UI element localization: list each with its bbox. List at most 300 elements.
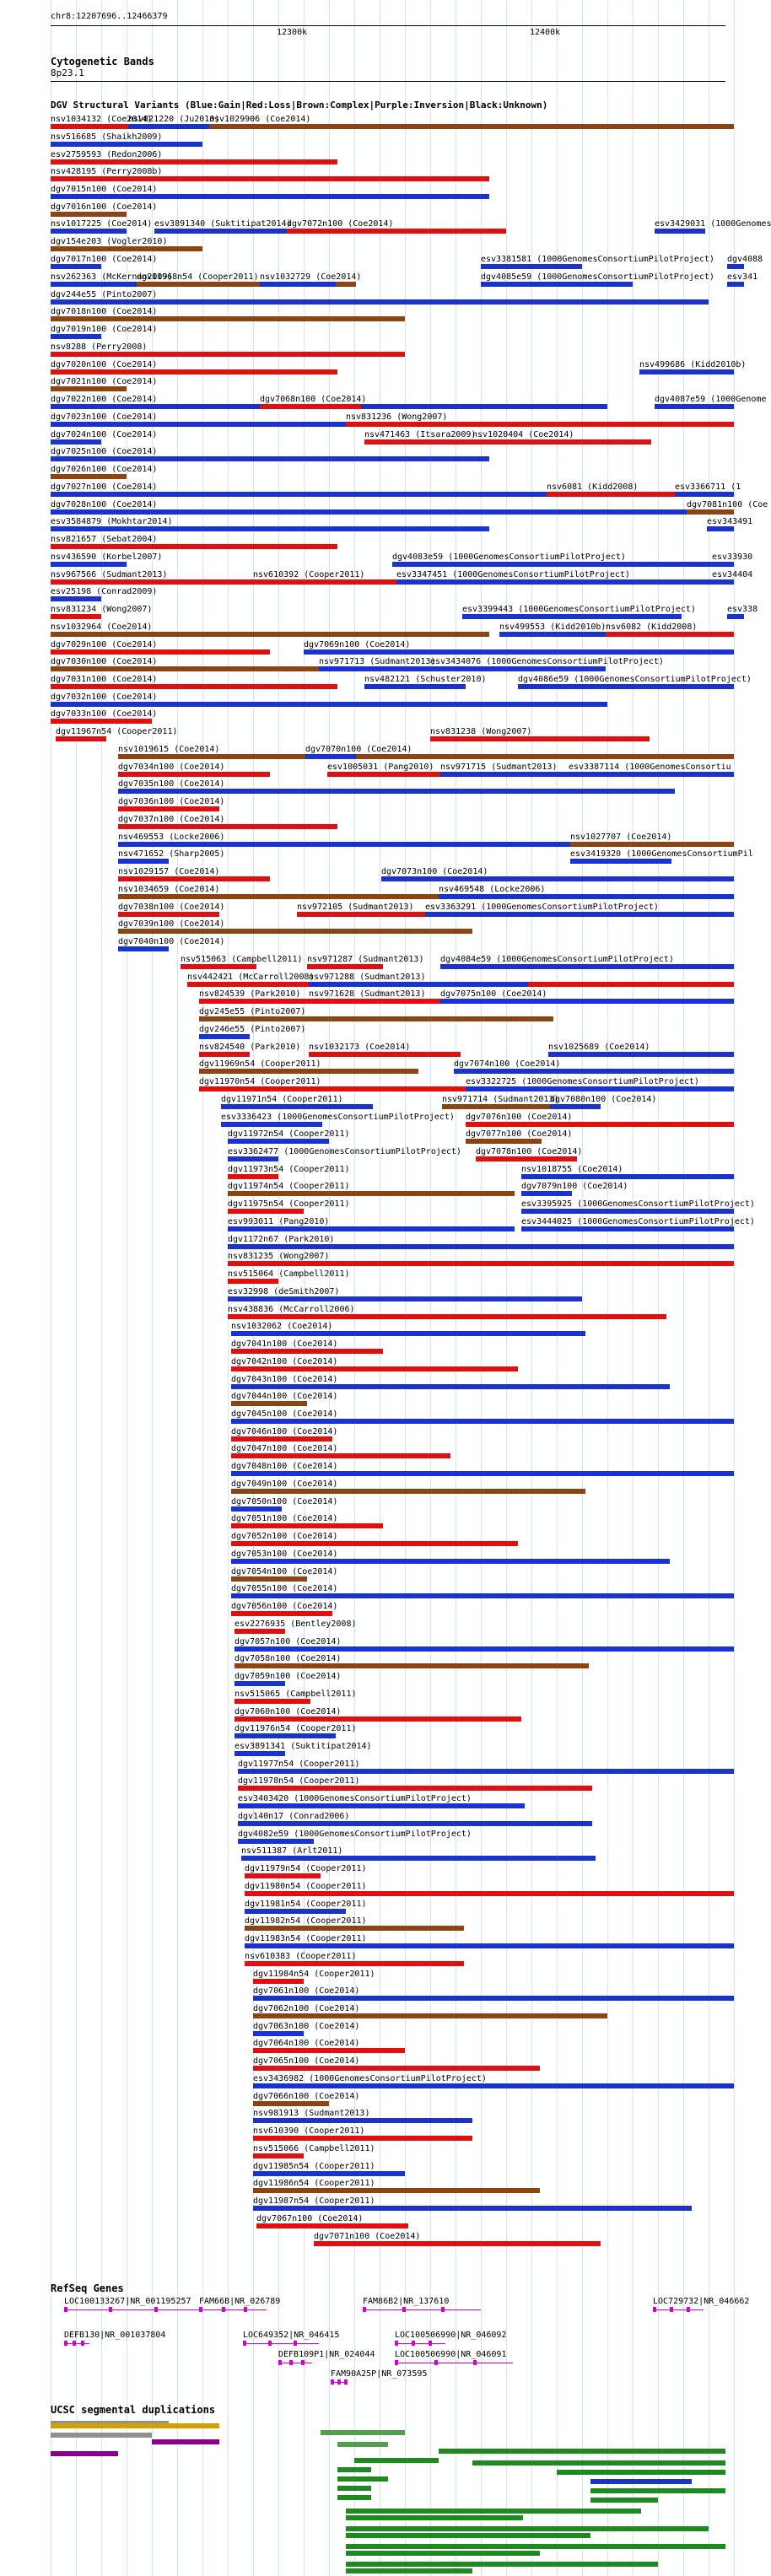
sv-bar[interactable] [228,1156,278,1161]
sv-bar[interactable] [51,632,489,637]
sv-label[interactable]: dgv7047n100 (Coe2014) [231,1444,338,1453]
sv-label[interactable]: dgv7065n100 (Coe2014) [253,2056,360,2066]
sv-label[interactable]: dgv7022n100 (Coe2014) [51,395,158,404]
sv-label[interactable]: dgv7018n100 (Coe2014) [51,307,158,316]
sv-bar[interactable] [51,264,101,269]
sv-bar[interactable] [51,719,152,724]
gene-exon[interactable] [395,2341,398,2346]
sv-bar[interactable] [687,509,734,515]
sv-label[interactable]: dgv11971n54 (Cooper2011) [221,1095,343,1104]
sv-bar[interactable] [253,2048,405,2053]
sv-label[interactable]: dgv11985n54 (Cooper2011) [253,2162,375,2171]
sv-bar[interactable] [707,526,734,531]
sv-label[interactable]: dgv140n17 (Conrad2006) [238,1812,350,1821]
sv-label[interactable]: nsv515066 (Campbell2011) [253,2144,375,2153]
sv-bar[interactable] [238,1786,592,1791]
sv-label[interactable]: esv3381581 (1000GenomesConsortiumPilotProject) [481,255,714,264]
sv-bar[interactable] [253,1996,734,2001]
sv-label[interactable]: dgv7051n100 (Coe2014) [231,1514,338,1523]
sv-bar[interactable] [231,1593,734,1598]
sv-bar[interactable] [440,964,734,969]
sv-label[interactable]: nsv499553 (Kidd2010b) [499,622,607,632]
sv-bar[interactable] [570,842,734,847]
sv-label[interactable]: esv1005031 (Pang2010) [327,763,434,772]
sv-bar[interactable] [238,1821,592,1826]
sv-bar[interactable] [228,1139,329,1144]
sv-bar[interactable] [199,1016,553,1021]
sv-label[interactable]: esv3347451 (1000GenomesConsortiumPilotProject) [396,570,630,579]
segdup-block[interactable] [590,2479,692,2484]
gene-exon[interactable] [441,2307,445,2312]
sv-label[interactable]: dgv11976n54 (Cooper2011) [235,1724,357,1733]
sv-label[interactable]: nsv469553 (Locke2006) [118,833,225,842]
sv-label[interactable]: dgv4083e59 (1000GenomesConsortiumPilotProject) [392,552,626,562]
sv-label[interactable]: nsv971715 (Sudmant2013) [440,763,558,772]
sv-label[interactable]: dgv11978n54 (Cooper2011) [238,1776,360,1786]
segdup-block[interactable] [152,2439,219,2444]
segdup-block[interactable] [346,2533,590,2538]
sv-bar[interactable] [550,1104,601,1109]
gene-exon[interactable] [81,2341,84,2346]
sv-bar[interactable] [476,1156,577,1161]
sv-label[interactable]: dgv11974n54 (Cooper2011) [228,1182,350,1191]
sv-label[interactable]: nsv6081 (Kidd2008) [547,482,639,492]
gene-exon[interactable] [64,2307,67,2312]
segdup-block[interactable] [321,2430,405,2435]
sv-label[interactable]: nsv1025689 (Coe2014) [548,1043,650,1052]
sv-label[interactable]: esv3395925 (1000GenomesConsortiumPilotProject) [521,1199,755,1209]
sv-label[interactable]: dgv7038n100 (Coe2014) [118,903,225,912]
gene-exon[interactable] [434,2360,438,2365]
sv-bar[interactable] [466,1086,734,1091]
sv-bar[interactable] [118,772,270,777]
sv-bar[interactable] [235,1733,336,1738]
gene-exon[interactable] [294,2341,297,2346]
sv-label[interactable]: dgv4082e59 (1000GenomesConsortiumPilotProject) [238,1830,472,1839]
sv-label[interactable]: dgv7039n100 (Coe2014) [118,919,225,929]
gene-exon[interactable] [289,2360,293,2365]
sv-bar[interactable] [238,1839,314,1844]
sv-bar[interactable] [51,492,607,497]
segdup-block[interactable] [346,2562,658,2567]
sv-label[interactable]: dgv7049n100 (Coe2014) [231,1479,338,1489]
sv-label[interactable]: nsv6082 (Kidd2008) [606,622,698,632]
sv-label[interactable]: nsv1029906 (Coe2014) [209,115,311,124]
gene-label[interactable]: LOC100506990|NR_046091 [395,2350,507,2359]
sv-bar[interactable] [231,1489,585,1494]
sv-bar[interactable] [430,666,531,671]
sv-label[interactable]: dgv4087e59 (1000Genome [655,395,767,404]
sv-bar[interactable] [253,2101,329,2106]
gene-exon[interactable] [278,2360,282,2365]
sv-label[interactable]: dgv7028n100 (Coe2014) [51,500,158,509]
sv-label[interactable]: nsv438836 (McCarroll2006) [228,1305,355,1314]
sv-bar[interactable] [231,1436,332,1442]
sv-label[interactable]: nsv1032173 (Coe2014) [309,1043,411,1052]
sv-label[interactable]: esv3891341 (Suktitipat2014) [235,1742,372,1751]
sv-bar[interactable] [314,2241,601,2246]
sv-label[interactable]: nsv8288 (Perry2008) [51,342,148,352]
gene-exon[interactable] [473,2360,477,2365]
sv-label[interactable]: nsv824540 (Park2010) [199,1043,301,1052]
sv-label[interactable]: nsv1017225 (Coe2014) [51,219,153,229]
sv-label[interactable]: esv2276935 (Bentley2008) [235,1619,357,1629]
sv-label[interactable]: dgv7077n100 (Coe2014) [466,1129,573,1139]
sv-label[interactable]: nsv1027707 (Coe2014) [570,833,672,842]
sv-bar[interactable] [228,1191,515,1196]
sv-label[interactable]: nsv971288 (Sudmant2013) [309,973,426,982]
sv-bar[interactable] [466,1139,542,1144]
gene-exon[interactable] [395,2360,398,2365]
sv-label[interactable]: dgv7034n100 (Coe2014) [118,763,225,772]
sv-bar[interactable] [51,194,489,199]
sv-bar[interactable] [51,352,405,357]
sv-label[interactable]: dgv7071n100 (Coe2014) [314,2232,421,2241]
sv-bar[interactable] [221,1122,322,1127]
sv-label[interactable]: esv3366711 (1 [675,482,741,492]
sv-label[interactable]: nsv967566 (Sudmant2013) [51,570,168,579]
sv-label[interactable]: dgv7064n100 (Coe2014) [253,2039,360,2048]
sv-bar[interactable] [231,1576,307,1582]
sv-bar[interactable] [231,1471,734,1476]
sv-label[interactable]: dgv11973n54 (Cooper2011) [228,1165,350,1174]
sv-label[interactable]: dgv7059n100 (Coe2014) [235,1672,342,1681]
sv-label[interactable]: nsv436590 (Korbel2007) [51,552,163,562]
sv-label[interactable]: dgv7061n100 (Coe2014) [253,1986,360,1996]
gene-exon[interactable] [301,2360,305,2365]
sv-label[interactable]: dgv7075n100 (Coe2014) [440,989,547,999]
sv-label[interactable]: esv2759593 (Redon2006) [51,150,163,159]
sv-label[interactable]: dgv7029n100 (Coe2014) [51,640,158,649]
sv-bar[interactable] [228,1314,666,1319]
sv-label[interactable]: nsv971713 (Sudmant2013) [319,657,436,666]
sv-label[interactable]: esv343491 [707,517,753,526]
sv-bar[interactable] [51,456,489,461]
sv-label[interactable]: dgv7020n100 (Coe2014) [51,360,158,369]
gene-label[interactable]: LOC729732|NR_046662 [653,2297,750,2306]
sv-label[interactable]: dgv7026n100 (Coe2014) [51,465,158,474]
gene-exon[interactable] [344,2379,348,2385]
sv-label[interactable]: dgv7058n100 (Coe2014) [235,1654,342,1663]
sv-bar[interactable] [51,562,127,567]
sv-bar[interactable] [570,859,671,864]
sv-label[interactable]: dgv245e55 (Pinto2007) [199,1007,306,1016]
sv-bar[interactable] [51,142,202,147]
sv-bar[interactable] [235,1681,285,1686]
segdup-block[interactable] [346,2509,641,2514]
sv-label[interactable]: dgv7072n100 (Coe2014) [287,219,394,229]
sv-bar[interactable] [118,912,219,917]
segdup-track-title[interactable]: UCSC segmental duplications [51,2404,216,2416]
segdup-block[interactable] [346,2568,472,2573]
cytoband-title[interactable]: Cytogenetic Bands [51,56,154,67]
sv-bar[interactable] [51,212,127,217]
gene-label[interactable]: LOC100133267|NR_001195257 [64,2297,191,2306]
sv-label[interactable]: dgv7027n100 (Coe2014) [51,482,158,492]
sv-label[interactable]: dgv7046n100 (Coe2014) [231,1427,338,1436]
refseq-track-title[interactable]: RefSeq Genes [51,2282,124,2294]
sv-bar[interactable] [256,2223,408,2228]
sv-label[interactable]: dgv4085e59 (1000GenomesConsortiumPilotProject) [481,272,714,282]
gene-exon[interactable] [653,2307,656,2312]
sv-label[interactable]: esv3362477 (1000GenomesConsortiumPilotProject) [228,1147,461,1156]
sv-bar[interactable] [231,1523,383,1528]
sv-label[interactable]: dgv7048n100 (Coe2014) [231,1462,338,1471]
sv-bar[interactable] [118,789,675,794]
sv-bar[interactable] [287,229,506,234]
sv-bar[interactable] [51,439,101,445]
sv-label[interactable]: nsv515064 (Campbell2011) [228,1269,350,1279]
sv-label[interactable]: dgv7021n100 (Coe2014) [51,377,158,386]
sv-label[interactable]: nsv516685 (Shaikh2009) [51,132,163,142]
sv-bar[interactable] [235,1629,285,1634]
sv-bar[interactable] [481,282,633,287]
sv-label[interactable]: esv3434076 (1000GenomesConsortiumPilotProject) [430,657,664,666]
sv-bar[interactable] [569,772,734,777]
gene-label[interactable]: FAM66B|NR_026789 [199,2297,281,2306]
gene-exon[interactable] [429,2341,432,2346]
sv-bar[interactable] [221,1104,373,1109]
sv-label[interactable]: dgv7066n100 (Coe2014) [253,2092,360,2101]
sv-label[interactable]: dgv7042n100 (Coe2014) [231,1357,338,1366]
sv-label[interactable]: dgv7050n100 (Coe2014) [231,1497,338,1506]
sv-bar[interactable] [181,964,256,969]
sv-label[interactable]: nsv972105 (Sudmant2013) [297,903,414,912]
sv-bar[interactable] [199,1069,418,1074]
sv-label[interactable]: nsv471652 (Sharp2005) [118,849,225,859]
sv-bar[interactable] [253,2083,734,2088]
sv-bar[interactable] [253,1979,304,1984]
sv-bar[interactable] [606,632,734,637]
sv-bar[interactable] [305,754,356,759]
sv-bar[interactable] [51,614,101,619]
sv-label[interactable]: dgv7073n100 (Coe2014) [381,867,488,876]
sv-bar[interactable] [253,2118,472,2123]
sv-bar[interactable] [639,369,734,375]
sv-bar[interactable] [209,124,734,129]
sv-bar[interactable] [51,334,101,339]
sv-bar[interactable] [51,544,337,549]
segdup-block[interactable] [346,2526,709,2531]
gene-exon[interactable] [109,2307,112,2312]
sv-label[interactable]: dgv7052n100 (Coe2014) [231,1532,338,1541]
sv-bar[interactable] [430,736,650,741]
gene-exon[interactable] [402,2307,406,2312]
sv-label[interactable]: dgv244e55 (Pinto2007) [51,290,158,299]
sv-label[interactable]: esv3429031 (1000Genomes [655,219,771,229]
sv-bar[interactable] [521,1191,572,1196]
sv-label[interactable]: dgv7079n100 (Coe2014) [521,1182,628,1191]
segdup-block[interactable] [337,2486,371,2491]
sv-label[interactable]: dgv11983n54 (Cooper2011) [245,1934,367,1943]
segdup-block[interactable] [346,2551,540,2556]
sv-label[interactable]: nsv971714 (Sudmant2013) [442,1095,559,1104]
sv-label[interactable]: nsv821657 (Sebat2004) [51,535,158,544]
sv-bar[interactable] [51,684,337,689]
sv-bar[interactable] [309,1052,461,1057]
sv-bar[interactable] [118,946,169,951]
sv-bar[interactable] [396,579,734,585]
sv-label[interactable]: dgv7053n100 (Coe2014) [231,1549,338,1559]
sv-bar[interactable] [238,1769,734,1774]
sv-bar[interactable] [231,1559,670,1564]
sv-bar[interactable] [199,1052,250,1057]
sv-bar[interactable] [231,1419,734,1424]
sv-label[interactable]: dgv7032n100 (Coe2014) [51,693,158,702]
sv-bar[interactable] [51,509,709,515]
gene-exon[interactable] [687,2307,690,2312]
sv-bar[interactable] [228,1296,582,1301]
sv-label[interactable]: esv338 [727,605,758,614]
sv-bar[interactable] [521,1174,734,1179]
sv-bar[interactable] [253,2206,692,2211]
sv-label[interactable]: dgv11967n54 (Cooper2011) [56,727,178,736]
sv-label[interactable]: nsv471463 (Itsara2009) [364,430,477,439]
sv-label[interactable]: dgv4084e59 (1000GenomesConsortiumPilotProject) [440,955,674,964]
sv-bar[interactable] [253,2188,540,2193]
sv-bar[interactable] [228,1244,734,1249]
sv-label[interactable]: dgv7037n100 (Coe2014) [118,815,225,824]
gene-exon[interactable] [363,2307,366,2312]
sv-label[interactable]: dgv7040n100 (Coe2014) [118,937,225,946]
sv-label[interactable]: esv3403420 (1000GenomesConsortiumPilotProject) [238,1794,472,1803]
sv-bar[interactable] [727,282,744,287]
sv-bar[interactable] [655,229,705,234]
gene-label[interactable]: FAM90A25P|NR_073595 [331,2369,428,2379]
gene-label[interactable]: DEFB130|NR_001037804 [64,2331,166,2340]
sv-bar[interactable] [51,299,709,304]
sv-label[interactable]: esv3399443 (1000GenomesConsortiumPilotProject) [462,605,696,614]
sv-label[interactable]: dgv7024n100 (Coe2014) [51,430,158,439]
sv-bar[interactable] [245,1943,734,1948]
sv-bar[interactable] [118,876,270,881]
sv-bar[interactable] [235,1663,589,1668]
sv-label[interactable]: dgv7068n100 (Coe2014) [260,395,367,404]
segdup-block[interactable] [337,2476,388,2482]
sv-label[interactable]: dgv7035n100 (Coe2014) [118,779,225,789]
segdup-block[interactable] [472,2460,725,2466]
sv-bar[interactable] [231,1331,585,1336]
sv-label[interactable]: dgv11970n54 (Cooper2011) [199,1077,321,1086]
sv-bar[interactable] [231,1384,670,1389]
sv-label[interactable]: dgv7062n100 (Coe2014) [253,2004,360,2013]
sv-bar[interactable] [253,2031,304,2036]
dgv-track-title[interactable]: DGV Structural Variants (Blue:Gain|Red:Loss|Brown:Complex|Purple:Inversion|Black:Unknown) [51,100,548,110]
sv-label[interactable]: dgv11975n54 (Cooper2011) [228,1199,350,1209]
sv-bar[interactable] [381,876,734,881]
gene-exon[interactable] [268,2341,272,2346]
sv-label[interactable]: esv3436982 (1000GenomesConsortiumPilotProject) [253,2074,487,2083]
sv-label[interactable]: dgv7025n100 (Coe2014) [51,447,158,456]
sv-label[interactable]: dgv7080n100 (Coe2014) [550,1095,657,1104]
sv-label[interactable]: nsv428195 (Perry2008b) [51,167,163,176]
sv-label[interactable]: dgv7015n100 (Coe2014) [51,185,158,194]
sv-label[interactable]: nsv821220 (Ju2010) [128,115,220,124]
sv-bar[interactable] [51,369,337,375]
sv-bar[interactable] [253,2171,405,2176]
gene-label[interactable]: LOC100506990|NR_046092 [395,2331,507,2340]
sv-label[interactable]: dgv11979n54 (Cooper2011) [245,1864,367,1873]
sv-bar[interactable] [231,1453,450,1458]
segdup-block[interactable] [557,2470,725,2475]
sv-label[interactable]: dgv7016n100 (Coe2014) [51,202,158,212]
sv-label[interactable]: dgv7041n100 (Coe2014) [231,1339,338,1349]
sv-bar[interactable] [521,1209,734,1214]
sv-label[interactable]: dgv11984n54 (Cooper2011) [253,1970,375,1979]
sv-label[interactable]: dgv7045n100 (Coe2014) [231,1409,338,1419]
sv-label[interactable]: dgv11972n54 (Cooper2011) [228,1129,350,1139]
sv-bar[interactable] [727,264,744,269]
sv-bar[interactable] [346,422,734,427]
sv-bar[interactable] [235,1716,521,1722]
sv-label[interactable]: dgv7056n100 (Coe2014) [231,1602,338,1611]
sv-label[interactable]: nsv511387 (Arlt2011) [241,1846,343,1856]
gene-exon[interactable] [337,2379,341,2385]
sv-label[interactable]: nsv610392 (Cooper2011) [253,570,365,579]
gene-exon[interactable] [243,2341,246,2346]
sv-label[interactable]: dgv7017n100 (Coe2014) [51,255,158,264]
sv-bar[interactable] [245,1891,734,1896]
sv-bar[interactable] [439,894,734,899]
sv-label[interactable]: nsv1032964 (Coe2014) [51,622,153,632]
sv-label[interactable]: dgv7055n100 (Coe2014) [231,1584,338,1593]
sv-bar[interactable] [260,282,336,287]
segdup-block[interactable] [346,2544,725,2549]
gene-exon[interactable] [670,2307,673,2312]
sv-bar[interactable] [51,176,489,181]
sv-bar[interactable] [309,982,528,987]
sv-label[interactable]: dgv1172n67 (Park2010) [228,1235,335,1244]
sv-label[interactable]: dgv7063n100 (Coe2014) [253,2022,360,2031]
sv-bar[interactable] [231,1366,518,1372]
sv-bar[interactable] [655,404,734,409]
sv-label[interactable]: nsv515063 (Campbell2011) [181,955,303,964]
sv-label[interactable]: nsv1032062 (Coe2014) [231,1322,333,1331]
gene-exon[interactable] [73,2341,76,2346]
sv-label[interactable]: nsv482121 (Schuster2010) [364,675,487,684]
sv-bar[interactable] [231,1401,307,1406]
sv-label[interactable]: nsv831236 (Wong2007) [346,412,448,422]
sv-label[interactable]: nsv262363 (McKernan2009) [51,272,173,282]
sv-label[interactable]: esv3336423 (1000GenomesConsortiumPilotProject) [221,1113,455,1122]
gene-exon[interactable] [64,2341,67,2346]
sv-bar[interactable] [56,736,106,741]
gene-exon[interactable] [154,2307,158,2312]
sv-bar[interactable] [481,264,582,269]
sv-bar[interactable] [712,579,734,585]
sv-bar[interactable] [51,649,270,655]
sv-bar[interactable] [253,2066,540,2071]
sv-bar[interactable] [51,386,127,391]
sv-label[interactable]: nsv1018755 (Coe2014) [521,1165,623,1174]
gene-label[interactable]: LOC649352|NR_046415 [243,2331,340,2340]
sv-bar[interactable] [521,1226,734,1231]
sv-label[interactable]: nsv499686 (Kidd2010b) [639,360,747,369]
sv-bar[interactable] [199,1034,250,1039]
sv-bar[interactable] [472,439,624,445]
sv-label[interactable]: esv3322725 (1000GenomesConsortiumPilotProject) [466,1077,699,1086]
gene-exon[interactable] [331,2379,334,2385]
sv-bar[interactable] [466,1122,734,1127]
sv-label[interactable]: nsv442421 (McCarroll2008) [187,973,315,982]
sv-label[interactable]: dgv7057n100 (Coe2014) [235,1637,342,1646]
segdup-block[interactable] [51,2451,118,2456]
sv-bar[interactable] [454,1069,734,1074]
sv-bar[interactable] [51,474,127,479]
sv-label[interactable]: dgv11986n54 (Cooper2011) [253,2179,375,2188]
sv-label[interactable]: nsv831238 (Wong2007) [430,727,532,736]
sv-label[interactable]: dgv7044n100 (Coe2014) [231,1392,338,1401]
